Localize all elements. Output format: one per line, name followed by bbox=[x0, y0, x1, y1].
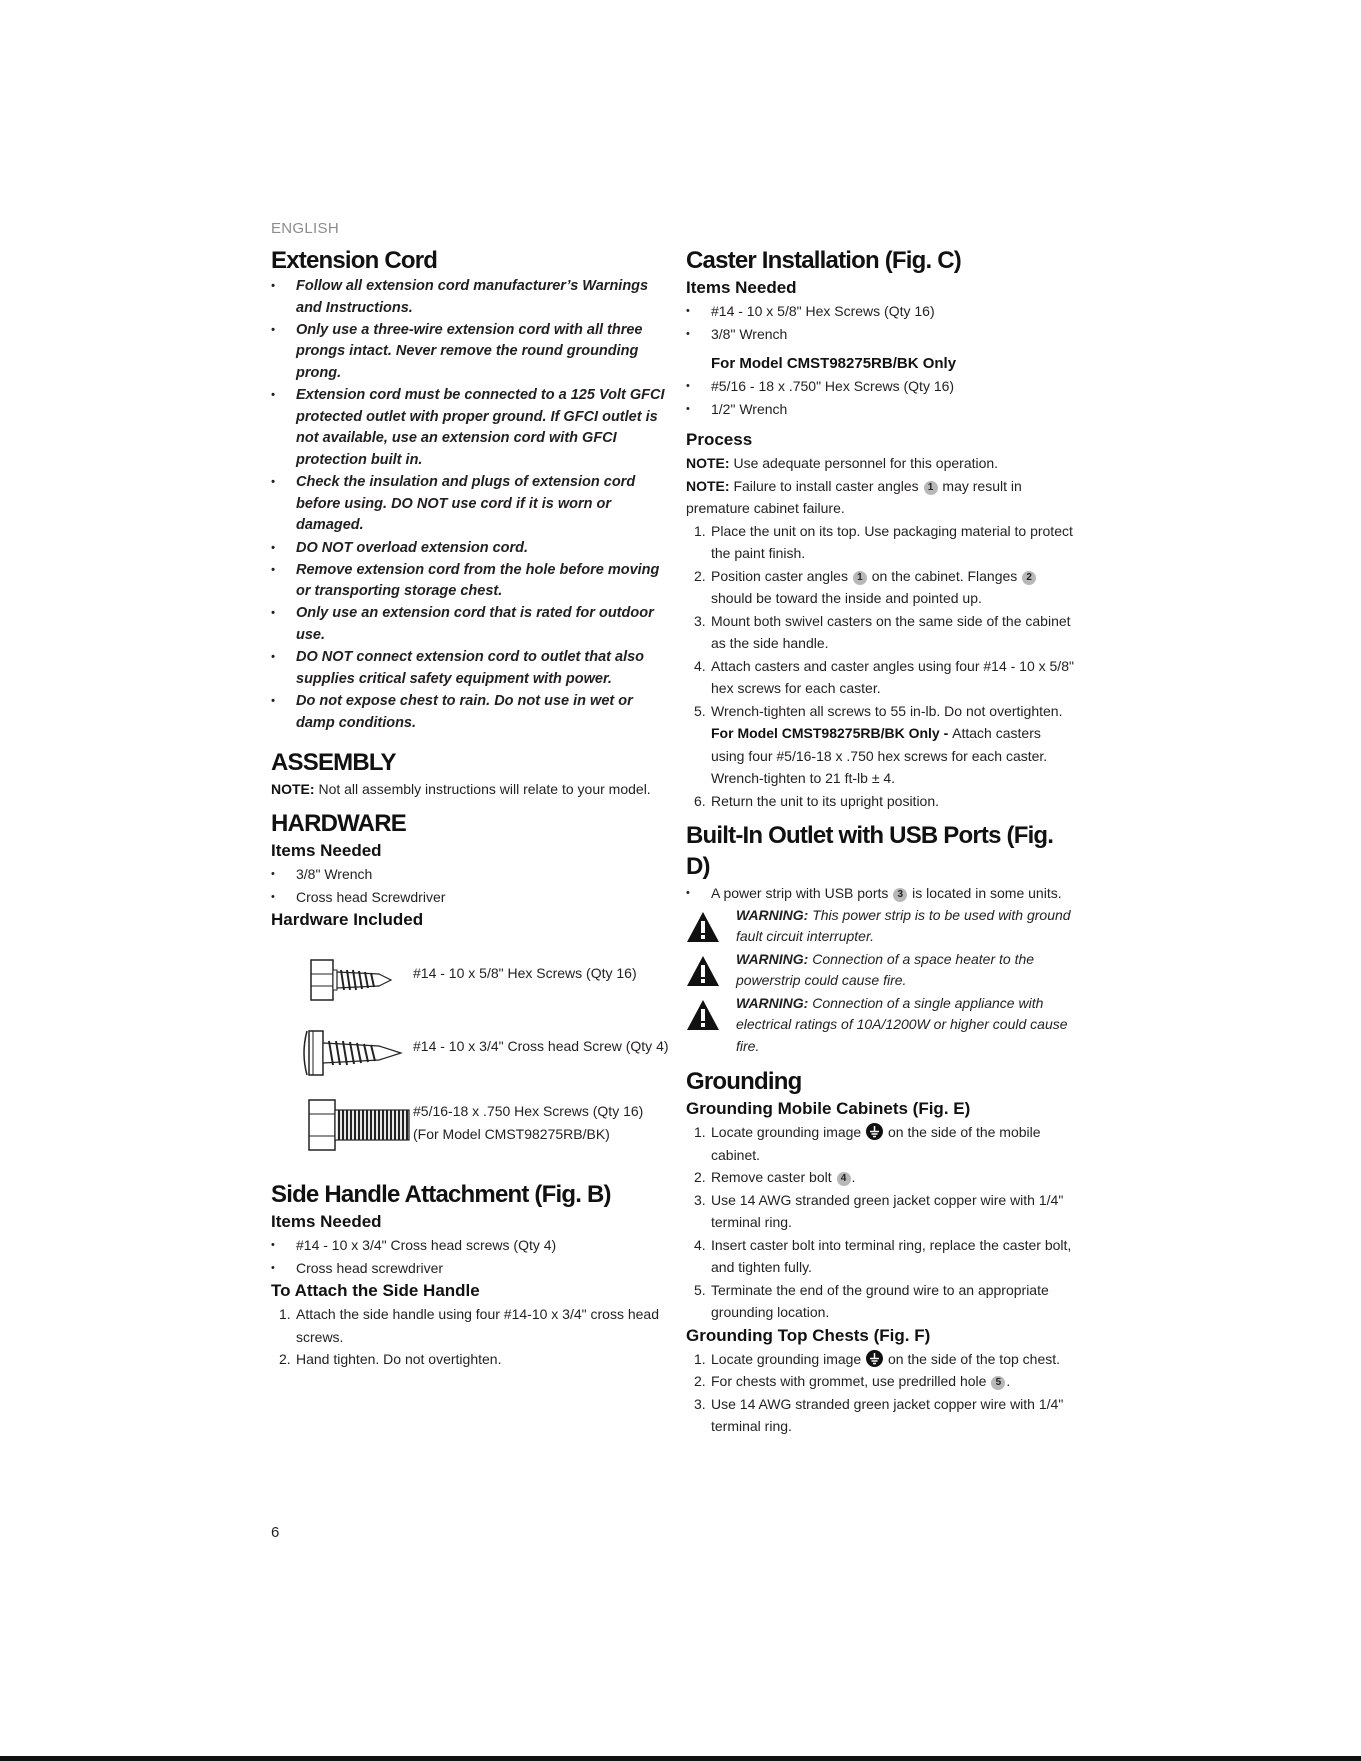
step-item: 1. Attach the side handle using four #14-10 x 3/4" cross head screws. bbox=[279, 1306, 659, 1345]
assembly-note bbox=[271, 778, 671, 801]
model-only-heading: For Model CMST98275RB/BK Only bbox=[711, 355, 957, 372]
step-item: 2. Hand tighten. Do not overtighten. bbox=[279, 1351, 502, 1368]
hardware-item-large-hex-screw bbox=[271, 1088, 671, 1161]
callout-1: 1 bbox=[924, 481, 938, 495]
extension-cord-list bbox=[271, 276, 671, 734]
grounding-top-steps bbox=[686, 1348, 1078, 1438]
list-item: • Do not expose chest to rain. Do not use in wet or damp conditions. bbox=[271, 691, 671, 734]
process-note-2: NOTE: Failure to install caster angles 1 may result in premature cabinet failure. bbox=[686, 477, 1022, 516]
step-item: 2. Position caster angles 1 on the cabinet. Flanges 2 should be toward the inside and pointed up. bbox=[686, 565, 1078, 610]
hex-screw-icon bbox=[289, 950, 419, 1010]
warning-row: WARNING: Connection of a single appliance with electrical ratings of 10A/1200W or higher could cause fire. bbox=[686, 993, 1078, 1058]
note-label: NOTE: bbox=[271, 780, 315, 797]
hardware-item-cross-head-screw bbox=[271, 1015, 671, 1088]
hardware-item-label: #14 - 10 x 5/8" Hex Screws (Qty 16) bbox=[413, 965, 637, 982]
assembly-heading: ASSEMBLY bbox=[271, 748, 396, 776]
list-item: • 3/8" Wrench bbox=[686, 323, 1078, 346]
side-handle-items-list bbox=[271, 1234, 671, 1279]
list-item: • DO NOT overload extension cord. bbox=[271, 538, 671, 560]
grounding-top-heading: Grounding Top Chests (Fig. F) bbox=[686, 1325, 931, 1345]
warning-icon bbox=[686, 955, 720, 987]
hardware-item-hex-screw bbox=[271, 942, 671, 1015]
list-item: • A power strip with USB ports 3 is located in some units. bbox=[686, 882, 1078, 905]
list-item: • Only use a three-wire extension cord with all three prongs intact. Never remove the round grounding prong. bbox=[271, 320, 671, 385]
caster-steps bbox=[686, 520, 1078, 813]
caster-items-list bbox=[686, 300, 1078, 345]
warning-icon bbox=[686, 999, 720, 1031]
list-item: • Only use an extension cord that is rated for outdoor use. bbox=[271, 603, 671, 646]
warning-row: WARNING: Connection of a space heater to the powerstrip could cause fire. bbox=[686, 949, 1078, 992]
extension-cord-heading: Extension Cord bbox=[271, 247, 438, 274]
grounding-mobile-steps bbox=[686, 1121, 1078, 1324]
step-item: 5. Terminate the end of the ground wire to an appropriate grounding location. bbox=[694, 1281, 1049, 1320]
outlet-heading: Built-In Outlet with USB Ports (Fig. D) bbox=[686, 822, 1054, 880]
step-item: 1. Locate grounding image on the side of the top chest. bbox=[694, 1350, 1061, 1367]
list-item: • #14 - 10 x 3/4" Cross head screws (Qty 4) bbox=[271, 1234, 671, 1257]
attach-side-handle-heading: To Attach the Side Handle bbox=[271, 1281, 480, 1301]
hardware-item-label bbox=[413, 1100, 643, 1145]
list-item: • 3/8" Wrench bbox=[271, 863, 671, 886]
callout-5: 5 bbox=[991, 1376, 1005, 1390]
list-item: • 1/2" Wrench bbox=[686, 398, 1078, 421]
process-heading: Process bbox=[686, 430, 753, 449]
step-item: 1. Locate grounding image on the side of the mobile cabinet. bbox=[694, 1124, 1041, 1163]
list-item: • Remove extension cord from the hole before moving or transporting storage chest. bbox=[271, 560, 671, 603]
ground-symbol-icon bbox=[866, 1123, 883, 1140]
items-needed-heading: Items Needed bbox=[271, 1212, 382, 1232]
process-note-1: NOTE: Use adequate personnel for this operation. bbox=[686, 455, 999, 471]
step-item: 4. Attach casters and caster angles using four #14 - 10 x 5/8" hex screws for each caster. bbox=[694, 657, 1074, 696]
right-column bbox=[686, 245, 1078, 1438]
step-item: 1. Place the unit on its top. Use packaging material to protect the paint finish. bbox=[694, 522, 1073, 561]
side-handle-heading: Side Handle Attachment (Fig. B) bbox=[271, 1181, 611, 1209]
list-item: • Cross head screwdriver bbox=[271, 1257, 671, 1280]
large-hex-screw-icon bbox=[289, 1096, 419, 1156]
hardware-items-needed-list bbox=[271, 863, 671, 908]
step-item: 6. Return the unit to its upright position. bbox=[694, 792, 940, 809]
language-label: ENGLISH bbox=[271, 220, 339, 237]
list-item: • #5/16 - 18 x .750" Hex Screws (Qty 16) bbox=[686, 375, 1078, 398]
step-item: 5. Wrench-tighten all screws to 55 in-lb. Do not overtighten. For Model CMST98275RB/BK Only - Attach casters using four #5/16-18 x .750 hex screws for each caster. Wrench-tighten to 21 ft-lb ± 4. bbox=[694, 702, 1063, 786]
list-item: • Extension cord must be connected to a 125 Volt GFCI protected outlet with proper ground. If GFCI outlet is not available, use an extension cord with GFCI protection built in. bbox=[271, 385, 671, 471]
step-item: 2. Remove caster bolt 4 . bbox=[694, 1169, 856, 1185]
list-item: • Check the insulation and plugs of extension cord before using. DO NOT use cord if it is worn or damaged. bbox=[271, 472, 671, 537]
callout-1: 1 bbox=[853, 571, 867, 585]
model-items-list bbox=[686, 375, 1078, 420]
ground-symbol-icon bbox=[866, 1350, 883, 1367]
note-text: Not all assembly instructions will relate to your model. bbox=[314, 780, 651, 797]
hardware-included-heading: Hardware Included bbox=[271, 910, 424, 930]
hardware-item-line1: #5/16-18 x .750 Hex Screws (Qty 16) bbox=[413, 1103, 644, 1120]
cross-head-screw-icon bbox=[289, 1023, 419, 1083]
hardware-item-line2: (For Model CMST98275RB/BK) bbox=[413, 1125, 610, 1142]
step-item: 3. Use 14 AWG stranded green jacket copper wire with 1/4" terminal ring. bbox=[694, 1395, 1064, 1434]
page-number: 6 bbox=[271, 1524, 280, 1541]
hardware-item-label: #14 - 10 x 3/4" Cross head Screw (Qty 4) bbox=[413, 1038, 669, 1055]
callout-4: 4 bbox=[837, 1172, 851, 1186]
items-needed-heading: Items Needed bbox=[686, 278, 797, 297]
list-item: • Cross head Screwdriver bbox=[271, 886, 671, 909]
list-item: • Follow all extension cord manufacturer’s Warnings and Instructions. bbox=[271, 276, 671, 319]
hardware-heading: HARDWARE bbox=[271, 810, 406, 838]
step-item: 4. Insert caster bolt into terminal ring, replace the caster bolt, and tighten fully. bbox=[694, 1236, 1072, 1275]
list-item: • DO NOT connect extension cord to outlet that also supplies critical safety equipment with power. bbox=[271, 647, 671, 690]
warning-row: WARNING: This power strip is to be used with ground fault circuit interrupter. bbox=[686, 905, 1078, 948]
grounding-mobile-heading: Grounding Mobile Cabinets (Fig. E) bbox=[686, 1099, 971, 1118]
callout-3: 3 bbox=[893, 888, 907, 902]
warning-icon bbox=[686, 911, 720, 943]
callout-2: 2 bbox=[1022, 571, 1036, 585]
list-item: • #14 - 10 x 5/8" Hex Screws (Qty 16) bbox=[686, 300, 1078, 323]
left-column bbox=[271, 245, 671, 1371]
side-handle-steps bbox=[271, 1303, 671, 1371]
caster-installation-heading: Caster Installation (Fig. C) bbox=[686, 247, 961, 274]
items-needed-heading: Items Needed bbox=[271, 841, 382, 861]
grounding-heading: Grounding bbox=[686, 1068, 802, 1095]
step-item: 3. Mount both swivel casters on the same side of the cabinet as the side handle. bbox=[694, 612, 1071, 651]
bottom-rule bbox=[0, 1756, 1361, 1761]
outlet-list bbox=[686, 882, 1078, 905]
step-item: 3. Use 14 AWG stranded green jacket copper wire with 1/4" terminal ring. bbox=[694, 1191, 1064, 1230]
step-item: 2. For chests with grommet, use predrilled hole 5 . bbox=[694, 1373, 1011, 1389]
